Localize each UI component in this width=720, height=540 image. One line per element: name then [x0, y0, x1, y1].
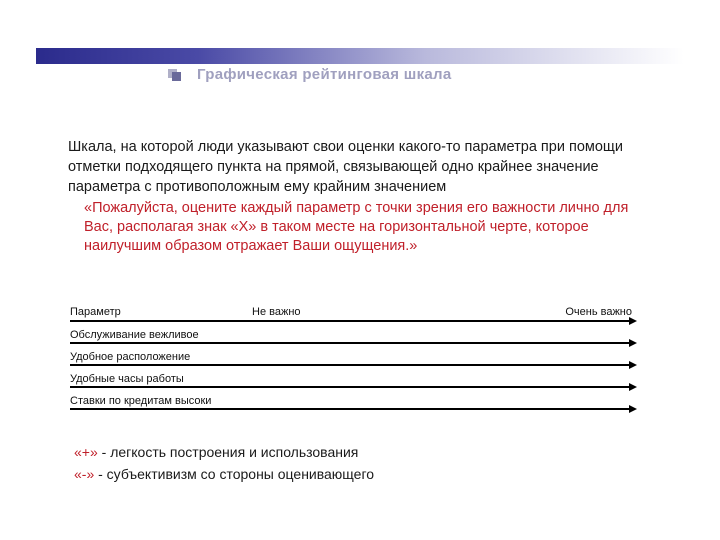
scale-arrow-line	[70, 408, 630, 410]
instruction-quote: «Пожалуйста, оцените каждый параметр с точки зрения его важности лично для Вас, располагая знак «Х» в таком месте на горизонтальной черте, которое наилучшим образом отражает Ваши ощущения.»	[84, 200, 629, 254]
cons-text: - субъективизм со стороны оценивающего	[94, 466, 375, 482]
cons-line	[74, 463, 374, 485]
pros-text: - легкость построения и использования	[97, 444, 359, 460]
bullet-icon	[168, 68, 181, 80]
header-very-important: Очень важно	[565, 306, 632, 318]
slide-title: Графическая рейтинговая шкала	[197, 65, 452, 83]
scale-row	[70, 322, 636, 344]
title-gradient-bar	[36, 48, 684, 64]
header-not-important: Не важно	[252, 306, 301, 318]
header-parameter: Параметр	[70, 306, 121, 318]
scale-row	[70, 366, 636, 388]
definition-text: Шкала, на которой люди указывают свои оценки какого-то параметра при помощи отметки подходящего пункта на прямой, связывающей одно крайнее значение параметра с противоположным ему крайним значением	[68, 139, 623, 195]
rating-scale-table	[70, 300, 636, 410]
slide-title-row	[168, 64, 452, 84]
scale-row	[70, 388, 636, 410]
row-label: Ставки по кредитам высоки	[70, 395, 212, 407]
scale-header	[70, 300, 636, 320]
plus-mark: «+»	[74, 444, 98, 460]
minus-mark: «-»	[74, 466, 95, 482]
row-label: Удобные часы работы	[70, 373, 184, 385]
scale-row	[70, 344, 636, 366]
pros-cons-list	[74, 441, 374, 485]
pros-line	[74, 441, 374, 463]
row-label: Удобное расположение	[70, 351, 191, 363]
row-label: Обслуживание вежливое	[70, 329, 199, 341]
